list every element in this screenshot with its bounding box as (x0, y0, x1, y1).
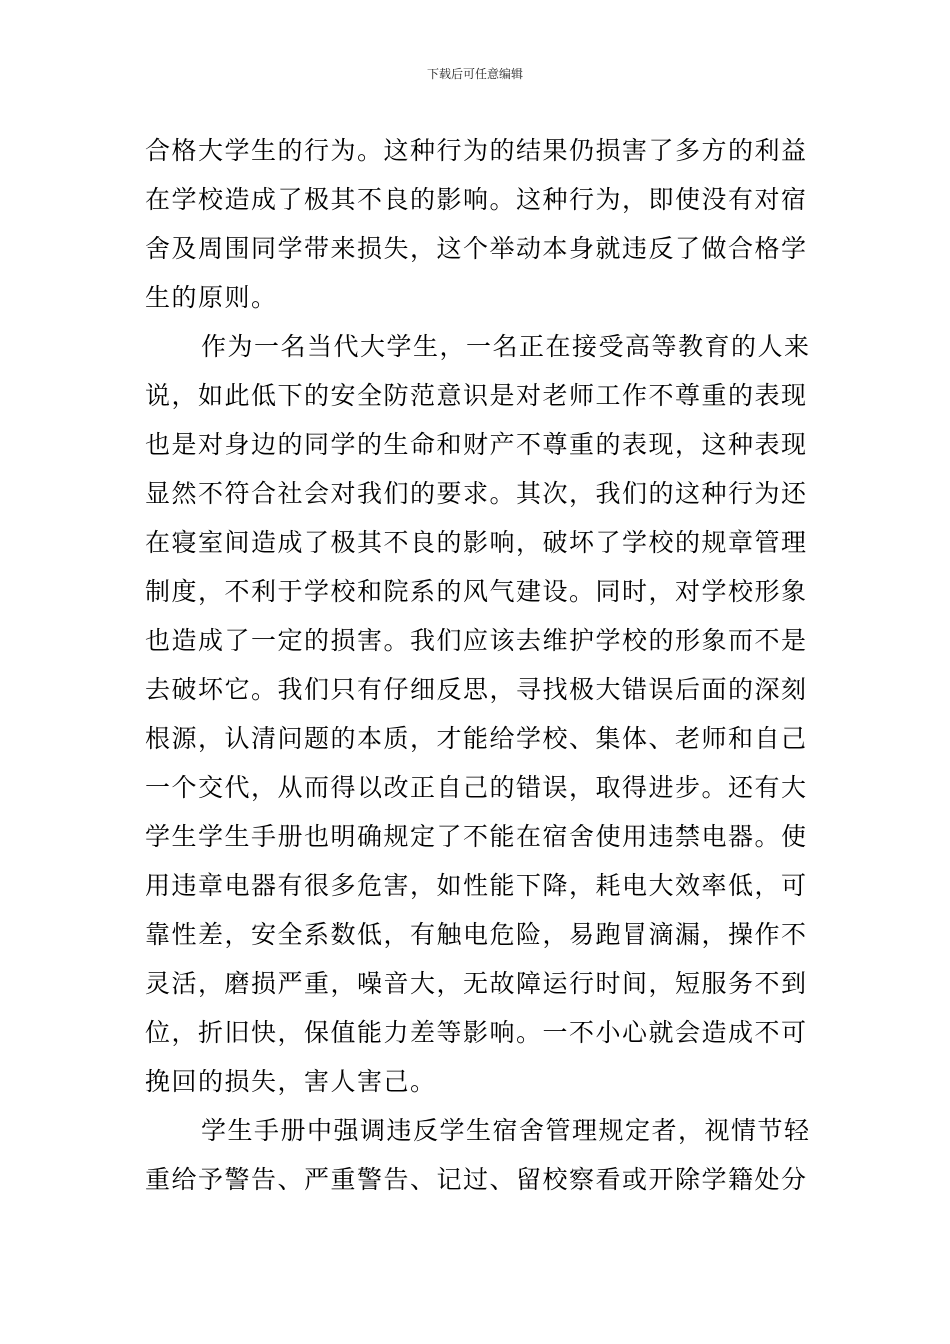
text-line: 去破坏它。我们只有仔细反思，寻找极大错误后面的深刻 (145, 675, 808, 704)
text-line: 位，折旧快，保值能力差等影响。一不小心就会造成不可 (145, 1018, 808, 1047)
page-header: 下载后可任意编辑 (426, 67, 523, 81)
text-line: 在学校造成了极其不良的影响。这种行为，即使没有对宿 (145, 185, 808, 214)
text-line: 灵活，磨损严重，噪音大，无故障运行时间，短服务不到 (145, 969, 808, 998)
body-text (145, 126, 810, 1204)
text-line: 学生手册中强调违反学生宿舍管理规定者，视情节轻 (201, 1116, 811, 1145)
text-line: 作为一名当代大学生，一名正在接受高等教育的人来 (201, 332, 811, 361)
text-line: 一个交代，从而得以改正自己的错误，取得进步。还有大 (145, 773, 808, 802)
text-line: 靠性差，安全系数低，有触电危险，易跑冒滴漏，操作不 (145, 920, 808, 949)
text-line: 用违章电器有很多危害，如性能下降，耗电大效率低，可 (145, 871, 808, 900)
text-line: 说，如此低下的安全防范意识是对老师工作不尊重的表现 (145, 381, 808, 410)
text-line: 舍及周围同学带来损失，这个举动本身就违反了做合格学 (145, 234, 808, 263)
paragraph-3 (145, 1106, 810, 1204)
text-line: 显然不符合社会对我们的要求。其次，我们的这种行为还 (145, 479, 808, 508)
paragraph-1 (145, 126, 810, 322)
text-line: 也是对身边的同学的生命和财产不尊重的表现，这种表现 (145, 430, 808, 459)
text-line: 学生学生手册也明确规定了不能在宿舍使用违禁电器。使 (145, 822, 808, 851)
paragraph-2 (145, 322, 810, 1106)
text-line: 也造成了一定的损害。我们应该去维护学校的形象而不是 (145, 626, 808, 655)
text-line: 合格大学生的行为。这种行为的结果仍损害了多方的利益 (145, 136, 808, 165)
text-line: 制度，不利于学校和院系的风气建设。同时，对学校形象 (145, 577, 808, 606)
text-line: 重给予警告、严重警告、记过、留校察看或开除学籍处分 (145, 1165, 808, 1194)
text-line: 根源，认清问题的本质，才能给学校、集体、老师和自己 (145, 724, 808, 753)
text-line: 生的原则。 (145, 283, 278, 312)
text-line: 挽回的损失，害人害己。 (145, 1067, 437, 1096)
text-line: 在寝室间造成了极其不良的影响，破坏了学校的规章管理 (145, 528, 808, 557)
